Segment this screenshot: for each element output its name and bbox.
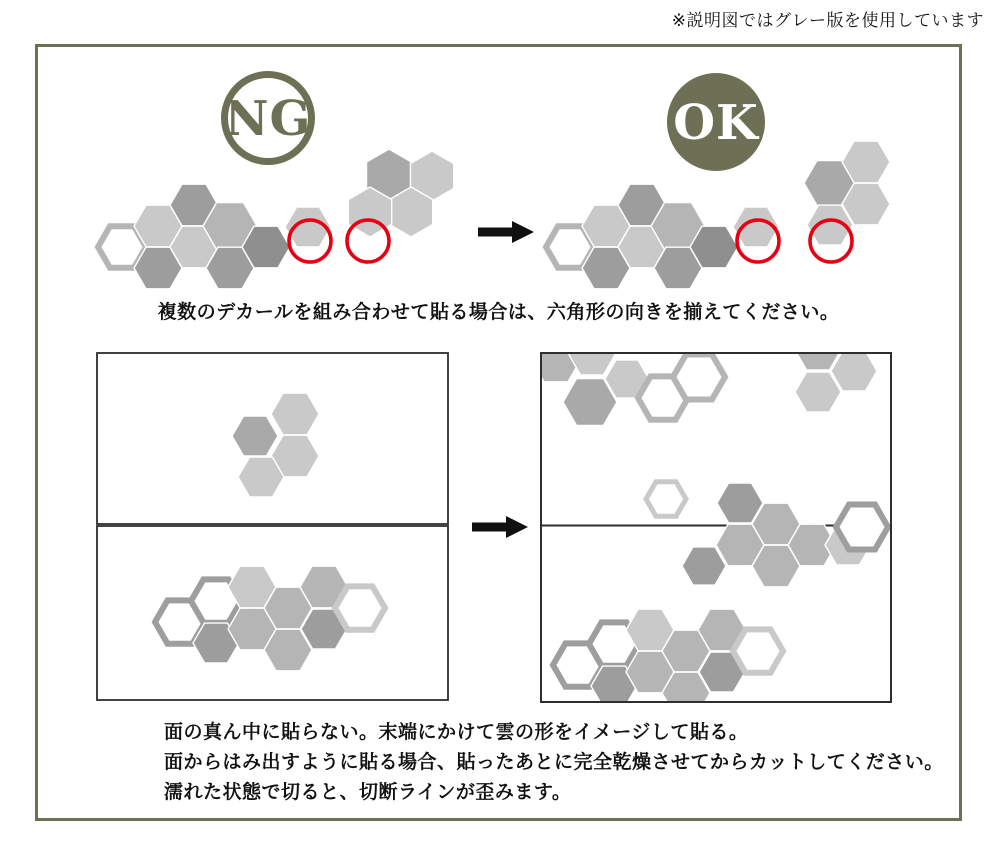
placement-example-row xyxy=(97,330,891,714)
alignment-caption: 複数のデカールを組み合わせて貼る場合は、六角形の向きを揃えてください。 xyxy=(157,301,840,323)
instruction-line-2: 面からはみ出すように貼る場合、貼ったあとに完全乾燥させてからカットしてください。 xyxy=(164,751,944,773)
arrow-right-icon xyxy=(472,516,528,538)
placement-instructions xyxy=(164,717,944,807)
ng-badge xyxy=(225,75,312,162)
ok-badge xyxy=(667,73,765,171)
instruction-line-1: 面の真ん中に貼らない。末端にかけて雲の形をイメージして貼る。 xyxy=(164,721,749,743)
outline-hexagon xyxy=(836,505,888,550)
outline-hexagon xyxy=(733,629,783,672)
ok-main-cluster xyxy=(546,184,779,289)
ok-badge-label: OK xyxy=(673,95,759,151)
ng-rotated-cluster xyxy=(348,149,453,237)
grayscale-note: ※説明図ではグレー版を使用しています xyxy=(671,11,984,31)
ng-main-cluster xyxy=(98,184,331,289)
arrow-right-icon xyxy=(478,221,534,243)
outline-hexagon xyxy=(646,482,686,517)
outline-hexagon xyxy=(335,586,385,629)
instruction-line-3: 濡れた状態で切ると、切断ラインが歪みます。 xyxy=(164,781,572,803)
orientation-example-row xyxy=(98,141,890,289)
ng-badge-label: NG xyxy=(224,91,312,147)
outline-hexagon xyxy=(673,355,725,400)
